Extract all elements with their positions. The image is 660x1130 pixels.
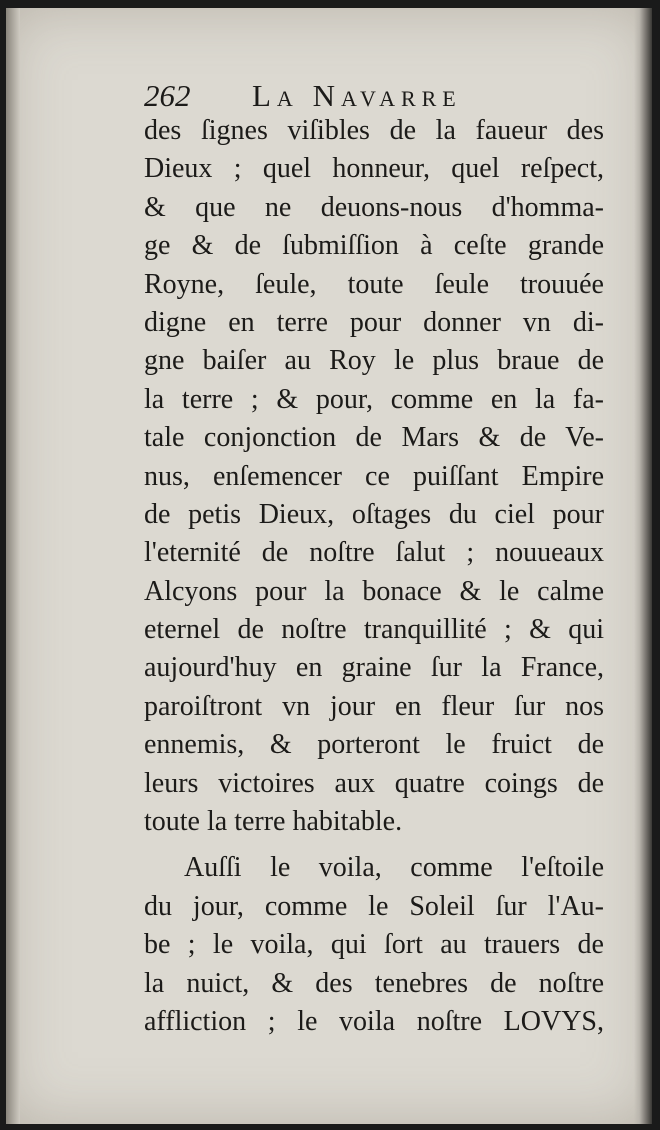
text-line: toute la terre habitable. (144, 806, 403, 838)
text-line: digne en terre pour donner vn di- (144, 306, 604, 338)
paragraph-2 (144, 849, 604, 1041)
book-page (6, 8, 652, 1124)
text-line: Royne, ſeule, toute ſeule trouuée (144, 268, 604, 300)
page-gutter-shadow (6, 8, 20, 1124)
text-line: Dieux ; quel honneur, quel reſpect, (144, 153, 604, 185)
text-line: tale conjonction de Mars & de Ve- (144, 422, 604, 454)
text-line: la terre ; & pour, comme en la fa- (144, 383, 604, 415)
text-line: Auſſi le voila, comme l'eſtoile (184, 852, 604, 884)
text-line: paroiſtront vn jour en fleur ſur nos (144, 690, 604, 722)
page-edge-shadow (634, 8, 652, 1124)
paragraph-gap (144, 841, 604, 849)
text-line: Alcyons pour la bonace & le calme (144, 575, 604, 607)
text-line: du jour, comme le Soleil ſur l'Au- (144, 890, 604, 922)
text-line: ennemis, & porteront le fruict de (144, 729, 604, 761)
text-line: eternel de noſtre tranquillité ; & qui (144, 614, 604, 646)
text-line: des ſignes viſibles de la faueur des (144, 115, 604, 146)
text-line: & que ne deuons-nous d'homma- (144, 191, 604, 223)
page-number: 262 (144, 78, 191, 113)
text-line: be ; le voila, qui ſort au trauers de (144, 929, 604, 961)
paragraph-1 (144, 112, 604, 841)
text-line: l'eternité de noſtre ſalut ; nouueaux (144, 537, 604, 569)
text-line: ge & de ſubmiſſion à ceſte grande (144, 230, 604, 262)
text-line: la nuict, & des tenebres de noſtre (144, 967, 604, 999)
text-line: aujourd'huy en graine ſur la France, (144, 652, 604, 684)
running-title: La Navarre (252, 78, 462, 113)
text-line: gne baiſer au Roy le plus braue de (144, 345, 604, 377)
body-text (144, 112, 604, 1041)
text-line: de petis Dieux, oſtages du ciel pour (144, 498, 604, 530)
text-line: affliction ; le voila noſtre LOVYS, (144, 1005, 604, 1037)
text-line: leurs victoires aux quatre coings de (144, 767, 604, 799)
text-line: nus, enſemencer ce puiſſant Empire (144, 460, 604, 492)
